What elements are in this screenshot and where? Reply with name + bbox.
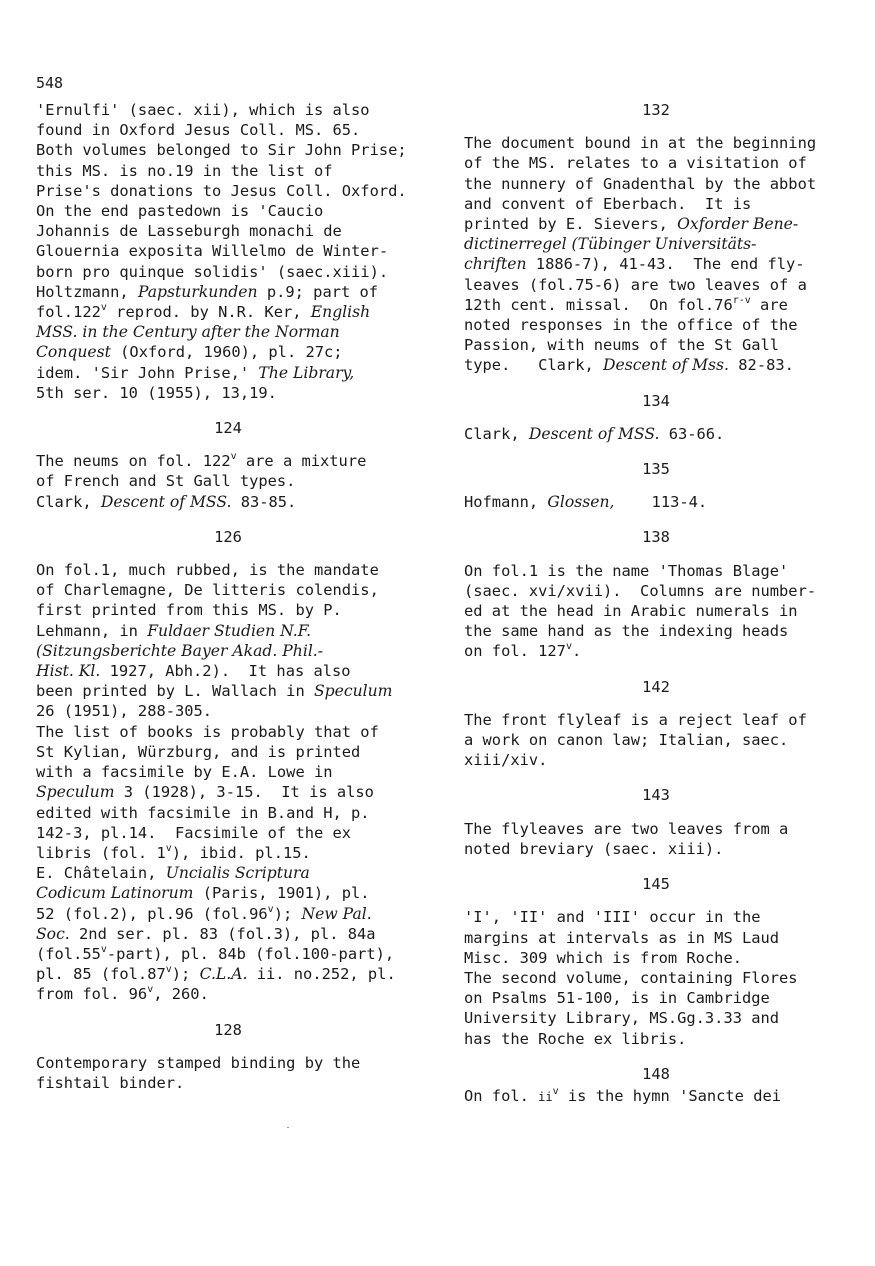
entry-143-text: The flyleaves are two leaves from a noted breviary (saec. xiii). xyxy=(464,819,789,858)
entry-128-text: Contemporary stamped binding by the fishtail binder. xyxy=(36,1053,361,1092)
entry-number-148: 148 xyxy=(642,1064,670,1083)
citation-title: English xyxy=(310,303,371,322)
entry-138-text: On fol.1 is the name 'Thomas Blage' (saec. xvi/xvii). Columns are number- ed at the head in Arabic numerals in the same hand as the indexing heads on fol. 127$^v$. xyxy=(464,561,817,661)
entry-124-text: The neums on fol. 122$^v$ are a mixture of French and St Gall types. Clark, Descent of MSS. 83-85. xyxy=(36,451,367,511)
entry-148-text: On fol. $ii^v$ is the hymn 'Sancte dei xyxy=(464,1085,782,1105)
entry-number-145: 145 xyxy=(642,875,670,894)
citation-title: MSS. in the Century after the Norman xyxy=(36,323,340,342)
citation-title: Conquest xyxy=(36,343,111,362)
entry-number-134: 134 xyxy=(642,391,670,410)
entry-134-text: Clark, Descent of MSS. 63-66. xyxy=(464,424,725,443)
entry-number-126: 126 xyxy=(214,527,242,546)
entry-number-128: 128 xyxy=(214,1020,242,1039)
citation-title: Descent of MSS. xyxy=(100,492,232,511)
entry-number-135: 135 xyxy=(642,460,670,479)
entry-132-text: The document bound in at the beginning of the MS. relates to a visitation of the nunnery of Gnadenthal by the abbot and convent of Eberbach. It is printed by E. Sievers, Oxforder Bene- dictinerregel (Tübinger Universitäts- chriften 1886-7), 41-43. The end fly- leaves (fol.75-6) are two leaves of a 12th cent. missal. On fol.76$^{r-v}$ are noted responses in the office of the Passion, with neums of the St Gall type. Clark, Descent of Mss. 82-83. xyxy=(464,134,817,375)
page-speck xyxy=(287,1127,289,1128)
entry-number-143: 143 xyxy=(642,786,670,805)
entry-number-138: 138 xyxy=(642,528,670,547)
right-column xyxy=(464,100,848,1107)
entry-number-142: 142 xyxy=(642,677,670,696)
entry-145-text: 'I', 'II' and 'III' occur in the margins at intervals as in MS Laud Misc. 309 which is from Roche. The second volume, containing Flores on Psalms 51-100, is in Cambridge University Library, MS.Gg.3.33 and has the Roche ex libris. xyxy=(464,908,798,1048)
entry-135-text: Hofmann, Glossen, 113-4. xyxy=(464,493,708,512)
entry-number-124: 124 xyxy=(214,419,242,438)
page-number: 548 xyxy=(36,74,64,92)
entry-number-132: 132 xyxy=(642,101,670,119)
entry-142-text: The front flyleaf is a reject leaf of a work on canon law; Italian, saec. xiii/xiv. xyxy=(464,710,807,770)
citation-title: Papsturkunden xyxy=(137,282,258,301)
entry-continuation: 'Ernulfi' (saec. xii), which is also found in Oxford Jesus Coll. MS. 65. Both volumes belonged to Sir John Prise; this MS. is no.19 in the list of Prise's donations to Jesus Coll. Oxford. On the end pastedown is 'Caucio Johannis de Lasseburgh monachi de Glouernia exposita Willelmo de Winter- born pro quinque solidis' (saec.xiii). Holtzmann, Papsturkunden p.9; part of fol.122$^v$ reprod. by N.R. Ker, English MSS. in the Century after the Norman Conquest (Oxford, 1960), pl. 27c; idem. 'Sir John Prise,' The Library, 5th ser. 10 (1955), 13,19. xyxy=(36,101,407,402)
citation-title: The Library, xyxy=(258,363,355,382)
left-column xyxy=(36,100,420,1093)
entry-126-text: On fol.1, much rubbed, is the mandate of Charlemagne, De litteris colendis, first printed from this MS. by P. Lehmann, in Fuldaer Studien N.F. (Sitzungsberichte Bayer Akad. Phil.- Hist. Kl. 1927, Abh.2). It has also been printed by L. Wallach in Speculum 26 (1951), 288-305. The list of books is probably that of St Kylian, Würzburg, and is printed with a facsimile by E.A. Lowe in Speculum 3 (1928), 3-15. It is also edited with facsimile in B.and H, p. 142-3, pl.14. Facsimile of the ex libris (fol. 1$^v$), ibid. pl.15. E. Châtelain, Uncialis Scriptura Codicum Latinorum (Paris, 1901), pl. 52 (fol.2), pl.96 (fol.96$^v$); New Pal. Soc. 2nd ser. pl. 83 (fol.3), pl. 84a (fol.55$^v$-part), pl. 84b (fol.100-part), pl. 85 (fol.87$^v$); C.L.A. ii. no.252, pl. from fol. 96$^v$, 260. xyxy=(36,561,396,1004)
